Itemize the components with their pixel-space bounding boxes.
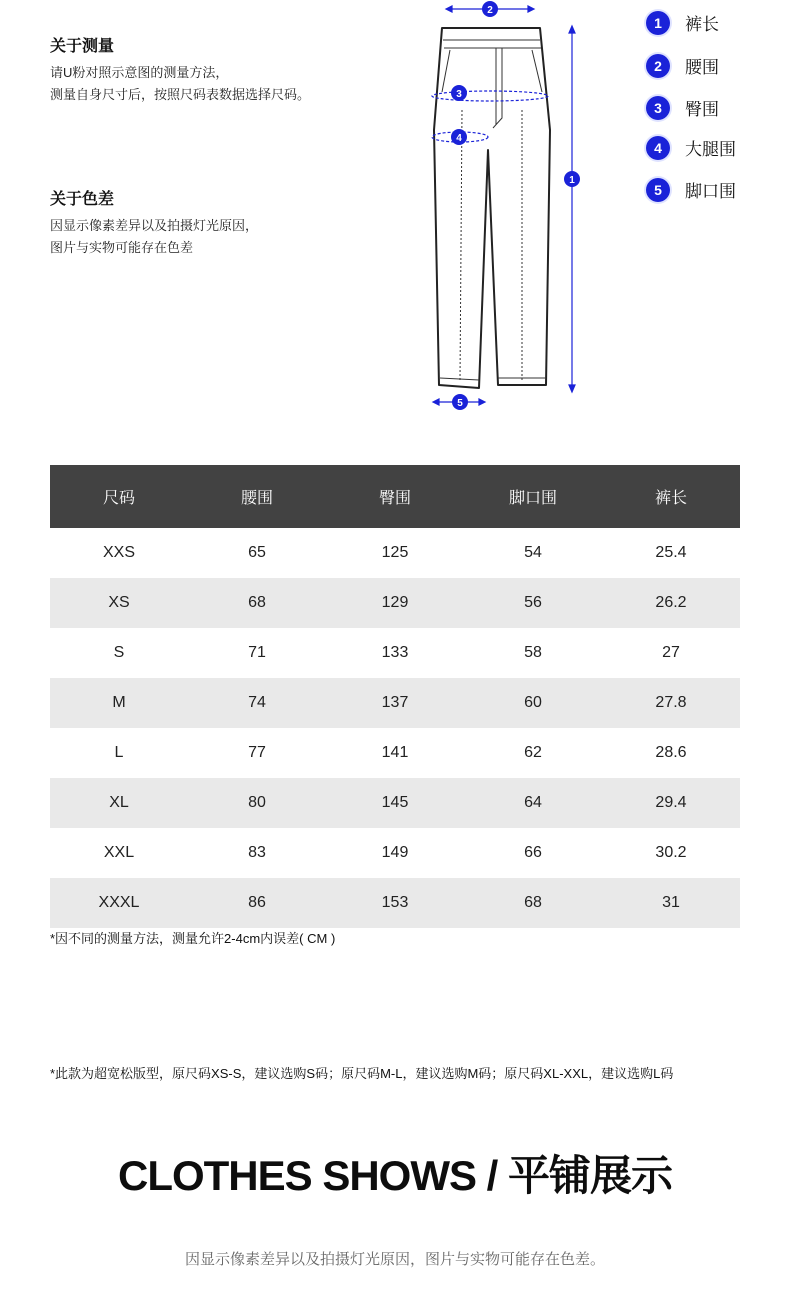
cell-hem: 54 xyxy=(524,544,542,561)
pants-diagram xyxy=(420,0,590,420)
legend-item-thigh xyxy=(646,135,736,160)
cell-hip: 141 xyxy=(381,744,409,761)
size-chart-table xyxy=(50,465,740,928)
marker-1-label: 1 xyxy=(569,175,575,186)
clothes-shows-heading: CLOTHES SHOWS / 平铺展示 xyxy=(117,1152,672,1199)
cell-size: XXXL xyxy=(50,878,188,928)
cell-hip: 129 xyxy=(326,578,464,628)
legend-label: 腰围 xyxy=(685,58,719,77)
table-header-row xyxy=(50,465,740,528)
table-row xyxy=(50,678,740,728)
length-measure-line xyxy=(569,26,575,392)
cell-size: XL xyxy=(50,778,188,828)
header-hip: 臀围 xyxy=(326,465,464,528)
cell-hip: 149 xyxy=(381,844,409,861)
cell-hem: 62 xyxy=(524,744,542,761)
measurement-tolerance-note: *因不同的测量方法，测量允许2-4cm内误差( CM ) xyxy=(50,931,336,946)
marker-3-label: 3 xyxy=(456,89,462,100)
measure-note-title: 关于测量 xyxy=(50,38,115,55)
color-difference-note: 因显示像素差异以及拍摄灯光原因，图片与实物可能存在色差。 xyxy=(184,1251,605,1268)
cell-size: XXL xyxy=(103,844,135,861)
cell-hem: 68 xyxy=(464,878,602,928)
header-size: 尺码 xyxy=(50,465,188,528)
cell-hem: 56 xyxy=(464,578,602,628)
cell-waist: 80 xyxy=(188,778,326,828)
legend-item-hem xyxy=(646,177,736,202)
cell-waist: 65 xyxy=(248,544,266,561)
cell-waist: 74 xyxy=(188,678,326,728)
table-row xyxy=(50,528,740,578)
color-note-line: 图片与实物可能存在色差 xyxy=(50,240,194,255)
cell-waist: 71 xyxy=(248,644,266,661)
legend-item-length xyxy=(646,10,719,35)
measure-note-line: 请U粉对照示意图的测量方法， xyxy=(50,65,229,80)
legend-item-hip xyxy=(646,95,719,120)
cell-hip: 125 xyxy=(381,544,409,561)
cell-length: 27.8 xyxy=(602,678,740,728)
legend-number-badge: 1 xyxy=(646,11,670,35)
cell-hip: 153 xyxy=(326,878,464,928)
marker-5-label: 5 xyxy=(457,398,463,409)
marker-4-label: 4 xyxy=(456,133,462,144)
cell-length: 28.6 xyxy=(655,744,687,761)
cell-hem: 66 xyxy=(524,844,542,861)
table-row xyxy=(50,778,740,828)
cell-length: 25.4 xyxy=(655,544,687,561)
legend-item-waist xyxy=(646,53,719,78)
cell-length: 30.2 xyxy=(655,844,687,861)
marker-2-label: 2 xyxy=(487,5,493,16)
cell-hip: 133 xyxy=(381,644,409,661)
table-row xyxy=(50,628,740,678)
legend-number-badge: 2 xyxy=(646,54,670,78)
legend-number-badge: 3 xyxy=(646,96,670,120)
cell-size: S xyxy=(113,644,125,661)
table-row xyxy=(50,578,740,628)
color-note-title: 关于色差 xyxy=(50,191,115,208)
header-hem: 脚口围 xyxy=(464,465,602,528)
cell-size: M xyxy=(50,678,188,728)
measure-note-body xyxy=(50,62,310,106)
cell-hip: 137 xyxy=(326,678,464,728)
legend-label: 大腿围 xyxy=(685,140,736,159)
cell-waist: 77 xyxy=(248,744,266,761)
cell-size: XXS xyxy=(102,544,135,561)
cell-waist: 68 xyxy=(188,578,326,628)
cell-length: 27 xyxy=(662,644,680,661)
cell-waist: 83 xyxy=(248,844,266,861)
legend-number-badge: 5 xyxy=(646,178,670,202)
table-row xyxy=(50,728,740,778)
legend-number-badge: 4 xyxy=(646,136,670,160)
cell-hem: 58 xyxy=(524,644,542,661)
legend-label: 臀围 xyxy=(685,100,719,119)
table-row xyxy=(50,878,740,928)
header-length: 裤长 xyxy=(602,465,740,528)
cell-hip: 145 xyxy=(326,778,464,828)
color-note-line: 因显示像素差异以及拍摄灯光原因， xyxy=(50,218,259,233)
measure-note-line: 测量自身尺寸后，按照尺码表数据选择尺码。 xyxy=(50,87,311,102)
pants-outline-icon xyxy=(434,28,550,388)
cell-length: 26.2 xyxy=(602,578,740,628)
cell-length: 29.4 xyxy=(602,778,740,828)
cell-size: L xyxy=(114,744,124,761)
cell-hem: 64 xyxy=(464,778,602,828)
fit-advice-note: *此款为超宽松版型，原尺码XS-S，建议选购S码；原尺码M-L，建议选购M码；原尺码XL-XXL，建议选购L码 xyxy=(50,1066,674,1081)
color-note-body xyxy=(50,215,258,259)
cell-waist: 86 xyxy=(188,878,326,928)
legend-label: 裤长 xyxy=(685,15,719,34)
header-waist: 腰围 xyxy=(188,465,326,528)
cell-length: 31 xyxy=(602,878,740,928)
cell-size: XS xyxy=(50,578,188,628)
table-row xyxy=(50,828,740,878)
legend-label: 脚口围 xyxy=(685,182,736,201)
cell-hem: 60 xyxy=(464,678,602,728)
